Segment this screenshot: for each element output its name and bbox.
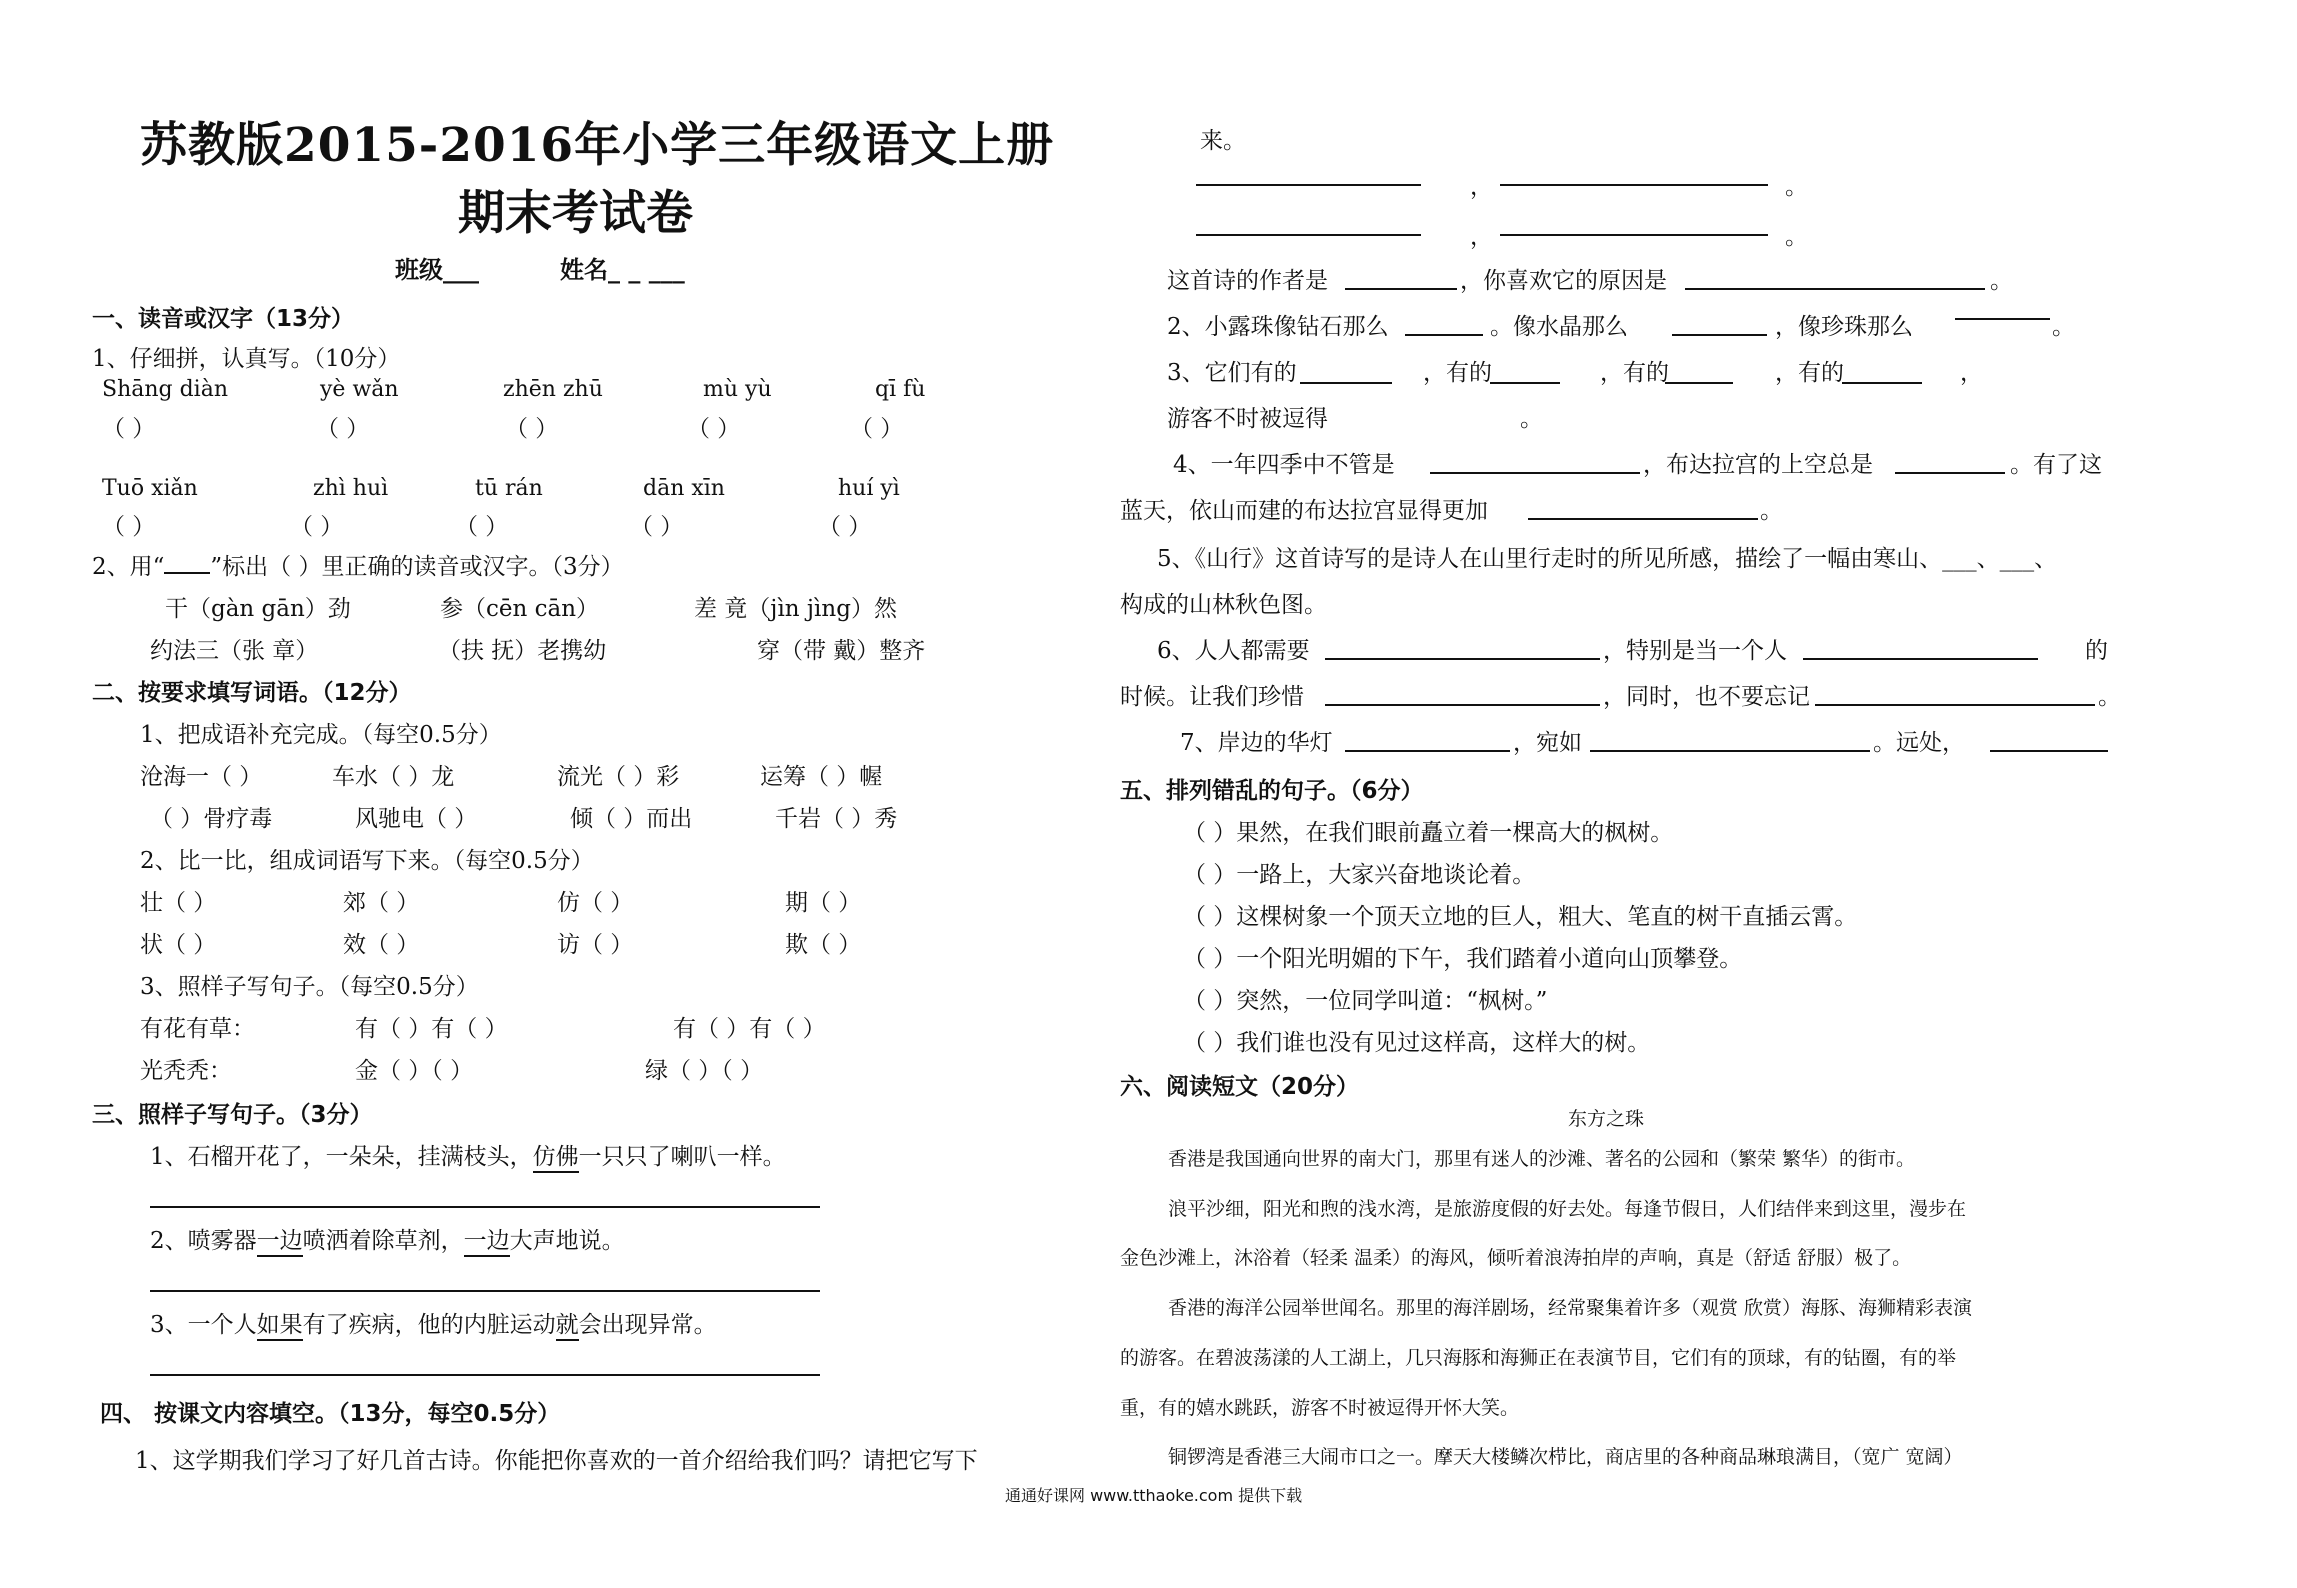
answer-line[interactable]	[1345, 288, 1457, 290]
answer-line[interactable]	[150, 1290, 820, 1292]
answer-line[interactable]	[1500, 234, 1768, 236]
section2-q2: 2、比一比，组成词语写下来。（每空0.5分）	[140, 848, 594, 874]
section3-sentence3	[150, 1306, 717, 1339]
compare-item: 期（ ）	[785, 890, 862, 916]
pinyin: zhēn zhū	[503, 377, 603, 402]
sentence-text: 喷洒着除草剂，	[302, 1228, 464, 1254]
q6-part: 的	[2085, 638, 2108, 664]
comma: ，	[1470, 224, 1493, 250]
answer-line[interactable]	[1325, 704, 1600, 706]
passage-title: 东方之珠	[1568, 1108, 1645, 1130]
period: 。	[1520, 406, 1543, 432]
ordering-item: （ ）一路上，大家兴奋地谈论着。	[1183, 862, 1536, 888]
section4-q1: 1、这学期我们学习了好几首古诗。你能把你喜欢的一首介绍给我们吗？请把它写下	[135, 1448, 978, 1474]
q6-part: ，同时，也不要忘记	[1603, 684, 1810, 710]
answer-blank[interactable]: （ ）	[818, 514, 872, 540]
answer-blank[interactable]: （ ）	[316, 416, 370, 442]
pattern-item: 绿（ ）（ ）	[645, 1058, 764, 1084]
q3-part: ，有的	[1600, 360, 1669, 386]
passage-paragraph: 铜锣湾是香港三大闹市口之一。摩天大楼鳞次栉比，商店里的各种商品琳琅满目，（宽广 宽阔）	[1168, 1446, 1963, 1468]
period: 。	[1785, 174, 1808, 200]
passage-paragraph: 香港是我国通向世界的南大门，那里有迷人的沙滩、著名的公园和（繁荣 繁华）的街市。	[1168, 1148, 1916, 1170]
answer-line[interactable]	[1842, 382, 1922, 384]
ordering-item: （ ）果然，在我们眼前矗立着一棵高大的枫树。	[1183, 820, 1674, 846]
section1-q2	[92, 548, 624, 581]
name-label: 姓名_ _ ___	[560, 256, 685, 284]
answer-line[interactable]	[1815, 704, 2095, 706]
sentence-text: 有了疾病，他的内脏运动	[302, 1312, 556, 1338]
passage-paragraph: 金色沙滩上，沐浴着（轻柔 温柔）的海风，倾听着浪涛拍岸的声响，真是（舒适 舒服）极了。	[1120, 1247, 1912, 1269]
section4-q3: 3、它们有的	[1167, 360, 1297, 386]
answer-blank[interactable]: （ ）	[290, 514, 344, 540]
pattern-example: 光秃秃：	[140, 1058, 232, 1084]
pattern-item: 金（ ）（ ）	[355, 1058, 474, 1084]
page-subtitle: 期末考试卷	[458, 186, 693, 241]
q5-part: 构成的山林秋色图。	[1120, 592, 1327, 618]
choice-item: 穿（带 戴）整齐	[757, 638, 926, 664]
sentence-text: 3、一个人	[150, 1312, 257, 1338]
section4-heading: 四、 按课文内容填空。（13分，每空0.5分）	[100, 1401, 561, 1427]
q3-end: 游客不时被逗得	[1167, 406, 1328, 432]
idiom: （ ）骨疗毒	[150, 806, 273, 832]
pinyin: tū rán	[475, 476, 543, 501]
pinyin: qī fù	[875, 377, 926, 402]
answer-line[interactable]	[150, 1206, 820, 1208]
q1-author: 这首诗的作者是	[1167, 268, 1328, 294]
period: 。	[1785, 224, 1808, 250]
answer-line[interactable]	[1405, 334, 1483, 336]
compare-item: 壮（ ）	[140, 890, 217, 916]
section1-heading: 一、读音或汉字（13分）	[92, 306, 355, 332]
comma: ，	[1960, 360, 1983, 386]
section1-q1: 1、仔细拼，认真写。（10分）	[92, 346, 401, 372]
idiom: 运筹（ ）幄	[760, 764, 883, 790]
section2-q3: 3、照样子写句子。（每空0.5分）	[140, 974, 479, 1000]
answer-line[interactable]	[1672, 334, 1767, 336]
period: 。	[2098, 684, 2121, 710]
pattern-item: 有（ ）有（ ）	[673, 1016, 826, 1042]
period: 。	[2052, 314, 2075, 340]
ordering-item: （ ）一个阳光明媚的下午，我们踏着小道向山顶攀登。	[1183, 946, 1743, 972]
answer-line[interactable]	[1345, 750, 1510, 752]
answer-line[interactable]	[1196, 234, 1421, 236]
section6-heading: 六、阅读短文（20分）	[1120, 1074, 1360, 1100]
class-label: 班级___	[395, 256, 479, 284]
q2-part: ，像珍珠那么	[1775, 314, 1913, 340]
answer-blank[interactable]: （ ）	[102, 514, 156, 540]
ordering-item: （ ）我们谁也没有见过这样高，这样大的树。	[1183, 1030, 1651, 1056]
answer-line[interactable]	[1895, 472, 2005, 474]
answer-line[interactable]	[150, 1374, 820, 1376]
q2-text-b: ”标出（ ）里正确的读音或汉字。（3分）	[210, 554, 624, 580]
answer-line[interactable]	[1500, 184, 1768, 186]
section4-q6: 6、人人都需要	[1157, 638, 1310, 664]
underline-sample	[164, 571, 210, 574]
pinyin: Tuō xiǎn	[102, 476, 198, 501]
pinyin: zhì huì	[313, 476, 389, 501]
section5-heading: 五、排列错乱的句子。（6分）	[1120, 778, 1424, 804]
pattern-item: 有（ ）有（ ）	[355, 1016, 508, 1042]
section2-q1: 1、把成语补充完成。（每空0.5分）	[140, 722, 502, 748]
passage-paragraph: 浪平沙细，阳光和煦的浅水湾，是旅游度假的好去处。每逢节假日，人们结伴来到这里，漫步在	[1168, 1198, 1967, 1220]
q2-text-a: 2、用“	[92, 554, 165, 580]
idiom: 风驰电（ ）	[355, 806, 478, 832]
compare-item: 状（ ）	[140, 932, 217, 958]
choice-item: 差 竟（jìn jìng）然	[694, 596, 897, 622]
sentence-text: 大声地说。	[509, 1228, 625, 1254]
passage-paragraph: 重，有的嬉水跳跃，游客不时被逗得开怀大笑。	[1120, 1397, 1520, 1419]
pinyin: dān xīn	[643, 476, 725, 501]
answer-line[interactable]	[1803, 658, 2038, 660]
idiom: 倾（ ）而出	[570, 806, 693, 832]
pinyin: Shāng diàn	[102, 377, 229, 402]
passage-paragraph: 香港的海洋公园举世闻名。那里的海洋剧场，经常聚集着许多（观赏 欣赏）海豚、海狮精彩表演	[1168, 1297, 1973, 1319]
q2-part: 。像水晶那么	[1490, 314, 1628, 340]
answer-line[interactable]	[1196, 184, 1421, 186]
sentence-text: 1、石榴开花了，一朵朵，挂满枝头，	[150, 1144, 533, 1170]
period: 。	[1760, 498, 1783, 524]
answer-blank[interactable]: （ ）	[505, 416, 559, 442]
pinyin: yè wǎn	[320, 377, 399, 402]
sentence-text: 一只只了喇叭一样。	[578, 1144, 786, 1170]
idiom: 车水（ ）龙	[332, 764, 455, 790]
answer-line[interactable]	[1990, 750, 2108, 752]
answer-blank[interactable]: （ ）	[102, 416, 156, 442]
answer-line[interactable]	[1955, 318, 2050, 320]
pinyin: mù yù	[703, 377, 772, 402]
q3-part: ，有的	[1775, 360, 1844, 386]
section3-sentence1	[150, 1138, 786, 1171]
choice-item: 约法三（张 章）	[150, 638, 319, 664]
section3-sentence2	[150, 1222, 625, 1255]
q6-part: ，特别是当一个人	[1603, 638, 1787, 664]
q7-part: 。远处，	[1873, 730, 1965, 756]
answer-line[interactable]	[1590, 750, 1870, 752]
sentence-text: 2、喷雾器	[150, 1228, 257, 1254]
underlined-word: 一边	[257, 1228, 303, 1257]
pattern-example: 有花有草：	[140, 1016, 255, 1042]
answer-line[interactable]	[1300, 382, 1392, 384]
underlined-word: 仿佛	[533, 1144, 579, 1173]
q7-part: ，宛如	[1513, 730, 1582, 756]
choice-item: （扶 抚）老携幼	[438, 638, 607, 664]
answer-line[interactable]	[1430, 472, 1640, 474]
compare-item: 郊（ ）	[343, 890, 420, 916]
choice-item: 干（gàn gān）劲	[165, 596, 351, 622]
q4-part: ，布达拉宫的上空总是	[1643, 452, 1873, 478]
section4-q7: 7、岸边的华灯	[1180, 730, 1333, 756]
compare-item: 效（ ）	[343, 932, 420, 958]
answer-blank[interactable]: （ ）	[455, 514, 509, 540]
section4-q2: 2、小露珠像钻石那么	[1167, 314, 1389, 340]
answer-blank[interactable]: （ ）	[687, 416, 741, 442]
answer-line[interactable]	[1528, 518, 1758, 520]
answer-line[interactable]	[1685, 288, 1985, 290]
q4-part: 。有了这	[2010, 452, 2102, 478]
ordering-item: （ ）这棵树象一个顶天立地的巨人，粗大、笔直的树干直插云霄。	[1183, 904, 1858, 930]
compare-item: 欺（ ）	[785, 932, 862, 958]
q1-reason: ，你喜欢它的原因是	[1460, 268, 1667, 294]
q6-part: 时候。让我们珍惜	[1120, 684, 1304, 710]
section4-q5: 5、《山行》这首诗写的是诗人在山里行走时的所见所感，描绘了一幅由寒山、___、___、	[1157, 546, 2058, 572]
idiom: 沧海一（ ）	[140, 764, 263, 790]
period: 。	[1990, 268, 2013, 294]
ordering-item: （ ）突然，一位同学叫道：“枫树。”	[1183, 988, 1548, 1014]
section4-q4: 4、一年四季中不管是	[1173, 452, 1395, 478]
section4-q1-continued: 来。	[1200, 128, 1246, 154]
passage-paragraph: 的游客。在碧波荡漾的人工湖上，几只海豚和海狮正在表演节目，它们有的顶球，有的钻圈，有的举	[1120, 1347, 1957, 1369]
q4-part: 蓝天，依山而建的布达拉宫显得更加	[1120, 498, 1488, 524]
section2-heading: 二、按要求填写词语。（12分）	[92, 680, 412, 706]
section3-heading: 三、照样子写句子。（3分）	[92, 1102, 373, 1128]
page-title: 苏教版2015-2016年小学三年级语文上册	[140, 118, 1055, 173]
compare-item: 访（ ）	[557, 932, 634, 958]
answer-blank[interactable]: （ ）	[850, 416, 904, 442]
footer-credit: 通通好课网 www.tthaoke.com 提供下载	[1005, 1486, 1303, 1505]
sentence-text: 会出现异常。	[578, 1312, 717, 1338]
answer-line[interactable]	[1665, 382, 1733, 384]
underlined-word: 如果	[257, 1312, 303, 1341]
answer-blank[interactable]: （ ）	[630, 514, 684, 540]
compare-item: 仿（ ）	[557, 890, 634, 916]
answer-line[interactable]	[1490, 382, 1560, 384]
answer-line[interactable]	[1325, 658, 1600, 660]
pinyin: huí yì	[838, 476, 900, 501]
underlined-word: 就	[556, 1312, 579, 1341]
choice-item: 参（cēn cān）	[440, 596, 600, 622]
underlined-word: 一边	[464, 1228, 510, 1257]
comma: ，	[1470, 174, 1493, 200]
q3-part: ，有的	[1423, 360, 1492, 386]
idiom: 流光（ ）彩	[557, 764, 680, 790]
idiom: 千岩（ ）秀	[775, 806, 898, 832]
